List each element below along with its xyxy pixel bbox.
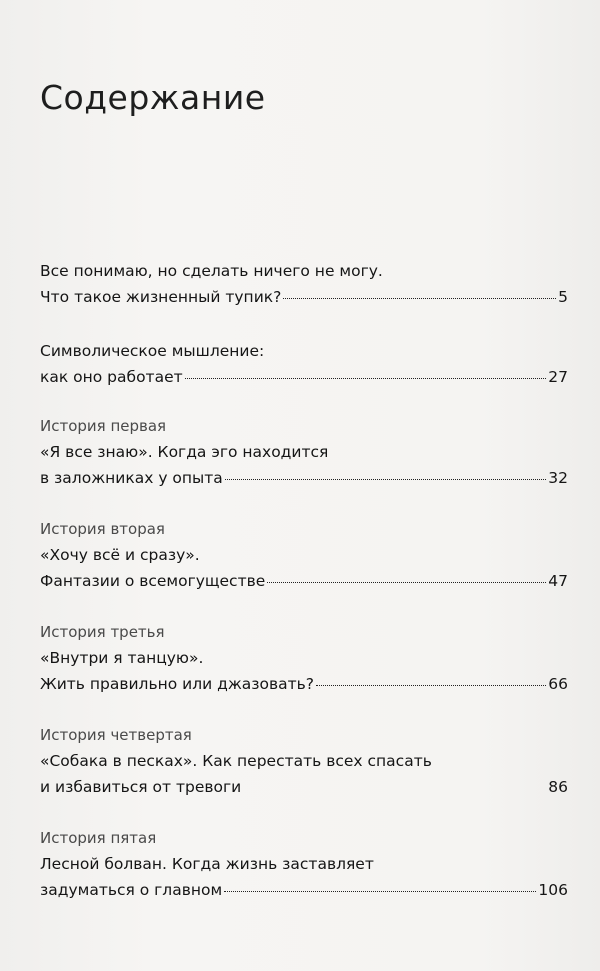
toc-entry-line: «Внутри я танцую». <box>40 649 204 667</box>
page-number: 5 <box>558 288 568 306</box>
toc-entry-line: «Я все знаю». Когда эго находится <box>40 443 329 461</box>
toc-entry-category: История вторая <box>40 520 165 538</box>
toc-entry-last-line <box>40 568 568 594</box>
toc-entry-last-line <box>40 671 568 697</box>
page-number: 106 <box>538 881 568 899</box>
toc-entry[interactable] <box>40 825 568 903</box>
toc-entry[interactable] <box>40 258 568 310</box>
toc-entry-line: «Собака в песках». Как перестать всех спасать <box>40 752 432 770</box>
dot-leader <box>283 297 556 299</box>
toc-entry-last-line <box>40 877 568 903</box>
page-number: 47 <box>548 572 568 590</box>
toc-entry-last-line <box>40 465 568 491</box>
toc-entry-text: и избавиться от тревоги <box>40 778 242 796</box>
toc-entry-text: задуматься о главном <box>40 881 223 899</box>
toc-entry-text: Жить правильно или джазовать? <box>40 675 315 693</box>
toc-entry[interactable] <box>40 722 568 800</box>
page-title: Содержание <box>40 78 266 117</box>
dot-leader <box>267 581 546 583</box>
toc-entry-category: История четвертая <box>40 726 192 744</box>
toc-entry[interactable] <box>40 413 568 491</box>
toc-entry-category: История первая <box>40 417 167 435</box>
dot-leader <box>185 377 547 379</box>
dot-leader <box>225 478 546 480</box>
toc-entry-text: как оно работает <box>40 368 183 386</box>
toc-entry-text: Фантазии о всемогуществе <box>40 572 266 590</box>
dot-leader <box>316 684 546 686</box>
toc-entry[interactable] <box>40 516 568 594</box>
page-number: 27 <box>548 368 568 386</box>
toc-entry-line: «Хочу всё и сразу». <box>40 546 200 564</box>
toc-entry-last-line <box>40 774 568 800</box>
toc-entry-last-line <box>40 284 568 310</box>
toc-entry-text: в заложниках у опыта <box>40 469 223 487</box>
toc-entry-line: Лесной болван. Когда жизнь заставляет <box>40 855 374 873</box>
page-number: 66 <box>548 675 568 693</box>
toc-entry-line: Символическое мышление: <box>40 342 265 360</box>
toc-entry-last-line <box>40 364 568 390</box>
toc-entry[interactable] <box>40 619 568 697</box>
toc-entry-line: Все понимаю, но сделать ничего не могу. <box>40 262 383 280</box>
page-number: 86 <box>548 778 568 796</box>
dot-leader <box>224 890 536 892</box>
toc-entry-text: Что такое жизненный тупик? <box>40 288 282 306</box>
toc-entry-category: История третья <box>40 623 165 641</box>
toc-entry[interactable] <box>40 338 568 390</box>
toc-entry-category: История пятая <box>40 829 157 847</box>
page-number: 32 <box>548 469 568 487</box>
